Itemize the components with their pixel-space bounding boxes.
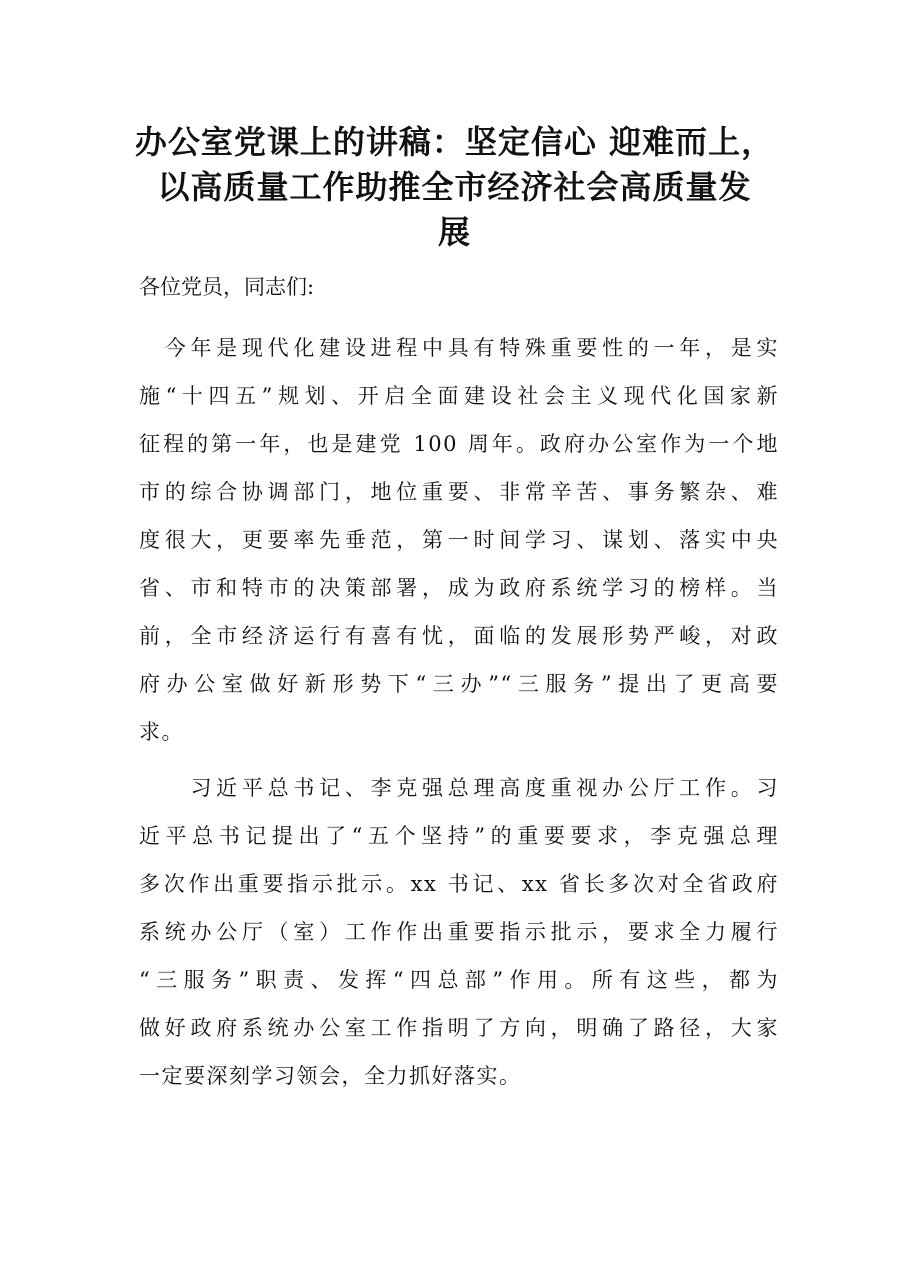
salutation: 各位党员，同志们: [139, 275, 315, 299]
paragraph-line: 多次作出重要指示批示。xx 书记、xx 省长多次对全省政府 [139, 872, 779, 896]
paragraph-line: 今年是现代化建设进程中具有特殊重要性的一年，是实 [139, 336, 779, 360]
paragraph-line: 求。 [139, 720, 184, 744]
title-line: 以高质量工作助推全市经济社会高质量发 [157, 168, 752, 206]
paragraph-line: 度很大，更要率先垂范，第一时间学习、谋划、落实中央 [139, 528, 779, 552]
paragraph-line: 一定要深刻学习领会，全力抓好落实。 [139, 1064, 522, 1088]
document-title [120, 120, 789, 255]
paragraph-line: “三服务”职责、发挥“四总部”作用。所有这些，都为 [139, 968, 779, 992]
paragraph-line: 施“十四五”规划、开启全面建设社会主义现代化国家新 [139, 384, 779, 408]
paragraph-line: 做好政府系统办公室工作指明了方向，明确了路径，大家 [139, 1016, 779, 1040]
paragraph-1 [139, 324, 779, 756]
paragraph-line: 习近平总书记、李克强总理高度重视办公厅工作。习 [139, 776, 779, 800]
paragraph-line: 前，全市经济运行有喜有忧，面临的发展形势严峻，对政 [139, 624, 779, 648]
paragraph-line: 府办公室做好新形势下“三办”“三服务”提出了更高要 [139, 672, 779, 696]
paragraph-line: 系统办公厅（室）工作作出重要指示批示，要求全力履行 [139, 920, 779, 944]
title-line: 展 [437, 213, 471, 251]
paragraph-2 [139, 764, 779, 1100]
paragraph-line: 征程的第一年，也是建党 100 周年。政府办公室作为一个地 [139, 432, 779, 456]
paragraph-line: 市的综合协调部门，地位重要、非常辛苦、事务繁杂、难 [139, 480, 779, 504]
paragraph-line: 近平总书记提出了“五个坚持”的重要要求，李克强总理 [139, 824, 779, 848]
paragraph-line: 省、市和特市的决策部署，成为政府系统学习的榜样。当 [139, 576, 779, 600]
title-line: 办公室党课上的讲稿：坚定信心 迎难而上， [134, 123, 775, 161]
